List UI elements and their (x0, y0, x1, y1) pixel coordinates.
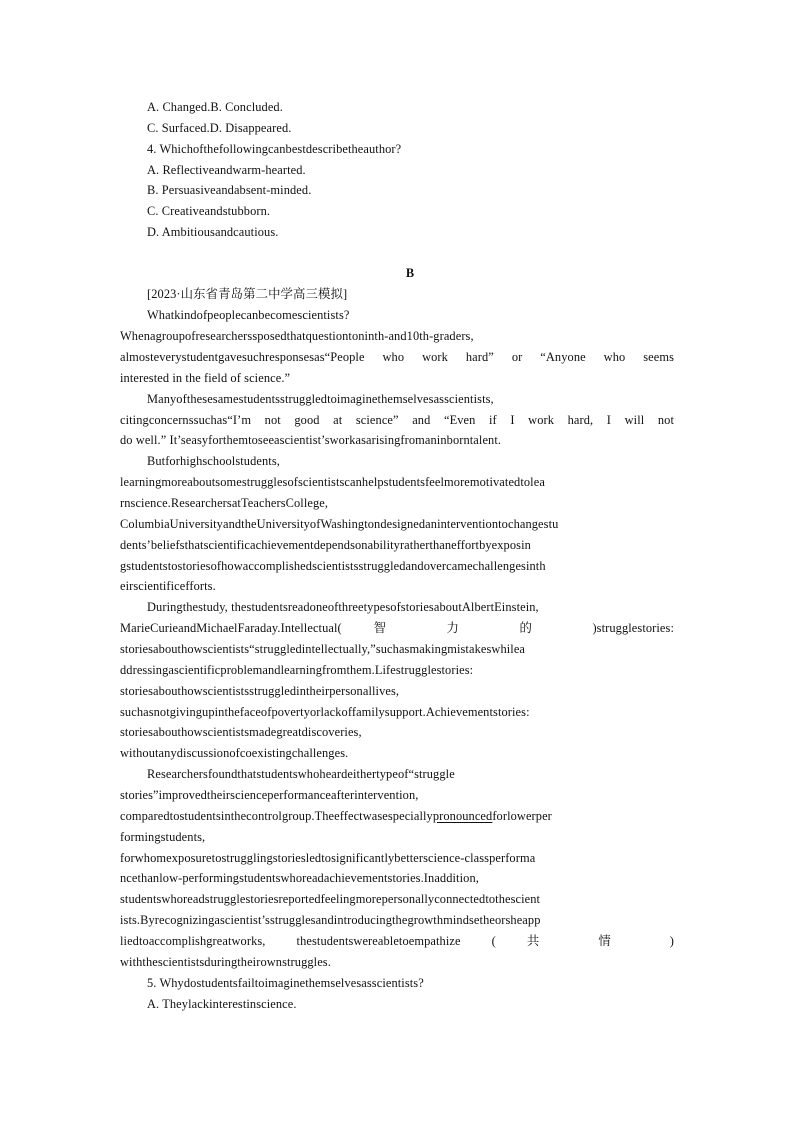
q4-option-c: C. Creativeandstubborn. (147, 204, 271, 218)
passage-line: storiesabouthowscientistsstruggledintheirpersonallives, (120, 684, 400, 698)
passage-line: liedtoaccomplishgreatworks, thestudentswereabletoempathize ( 共 情 ) (120, 934, 674, 948)
passage-line: Manyofthesesamestudentsstruggledtoimaginethemselvesasscientists, (147, 392, 494, 406)
passage-line: interested in the field of science.” (120, 371, 291, 385)
passage-line: almosteverystudentgavesuchresponsesas“People who work hard” or “Anyone who seems (120, 350, 674, 364)
passage-text: comparedtostudentsinthecontrolgroup.Theeffectwasespecially (120, 809, 433, 823)
passage-line: do well.” It’seasyforthemtoseeascientist’sworkasarisingfromaninborntalent. (120, 433, 502, 447)
q4-option-d: D. Ambitiousandcautious. (147, 225, 279, 239)
passage-line: Duringthestudy, thestudentsreadoneofthreetypesofstoriesaboutAlbertEinstein, (147, 600, 539, 614)
passage-line: learningmoreaboutsomestrugglesofscientistscanhelpstudentsfeelmoremotivatedtolea (120, 475, 545, 489)
passage-line: stories”improvedtheirscienceperformanceafterintervention, (120, 788, 419, 802)
passage-line: dents’beliefsthatscientificachievementdependsonabilityratherthaneffortbyexposin (120, 538, 531, 552)
q3-option-cd: C. Surfaced.D. Disappeared. (147, 121, 292, 135)
passage-line: formingstudents, (120, 830, 206, 844)
q4-option-a: A. Reflectiveandwarm-hearted. (147, 163, 306, 177)
passage-line: Whenagroupofresearcherssposedthatquestiontoninth-and10th-graders, (120, 329, 474, 343)
passage-line: MarieCurieandMichaelFaraday.Intellectual( 智 力 的 )strugglestories: (120, 621, 674, 635)
q4-option-b: B. Persuasiveandabsent-minded. (147, 183, 312, 197)
underlined-word: pronounced (432, 809, 493, 823)
passage-line: ddressingascientificproblemandlearningfromthem.Lifestrugglestories: (120, 663, 474, 677)
passage-line: ColumbiaUniversityandtheUniversityofWashingtondesignedaninterventiontochangestu (120, 517, 559, 531)
passage-line: Butforhighschoolstudents, (147, 454, 280, 468)
q4-question: 4. Whichofthefollowingcanbestdescribetheauthor? (147, 142, 402, 156)
passage-line: gstudentstostoriesofhowaccomplishedscientistsstruggledandovercamechallengesinth (120, 559, 546, 573)
passage-line: Whatkindofpeoplecanbecomescientists? (147, 308, 350, 322)
q5-option-a: A. Theylackinterestinscience. (147, 997, 297, 1011)
passage-line: Researchersfoundthatstudentswhoheardeithertypeof“struggle (147, 767, 455, 781)
passage-line: citingconcernssuchas“I’m not good at science” and “Even if I work hard, I will not (120, 413, 674, 427)
passage-line: suchasnotgivingupinthefaceofpovertyorlackoffamilysupport.Achievementstories: (120, 705, 530, 719)
q3-option-ab: A. Changed.B. Concluded. (147, 100, 283, 114)
passage-line: ists.Byrecognizingascientist’sstrugglesandintroducingthegrowthmindsetheorsheapp (120, 913, 541, 927)
passage-line: studentswhoreadstrugglestoriesreportedfeelingmorepersonallyconnectedtothescient (120, 892, 541, 906)
q5-question: 5. Whydostudentsfailtoimaginethemselvesasscientists? (147, 976, 424, 990)
passage-line (120, 806, 552, 827)
passage-line: storiesabouthowscientistsmadegreatdiscoveries, (120, 725, 362, 739)
passage-line: withthescientistsduringtheirownstruggles. (120, 955, 331, 969)
passage-line: rnscience.ResearchersatTeachersCollege, (120, 496, 329, 510)
source-note: [2023·山东省青岛第二中学高三模拟] (147, 287, 348, 301)
passage-line: eirscientificefforts. (120, 579, 216, 593)
passage-line: ncethanlow-performingstudentswhoreadachievementstories.Inaddition, (120, 871, 479, 885)
passage-line: forwhomexposuretostrugglingstoriesledtosignificantlybetterscience-classperforma (120, 851, 536, 865)
passage-line: storiesabouthowscientists“struggledintellectually,”suchasmakingmistakeswhilea (120, 642, 526, 656)
passage-text: forlowerper (492, 809, 552, 823)
section-label: B (405, 266, 415, 280)
passage-line: withoutanydiscussionofcoexistingchallenges. (120, 746, 349, 760)
